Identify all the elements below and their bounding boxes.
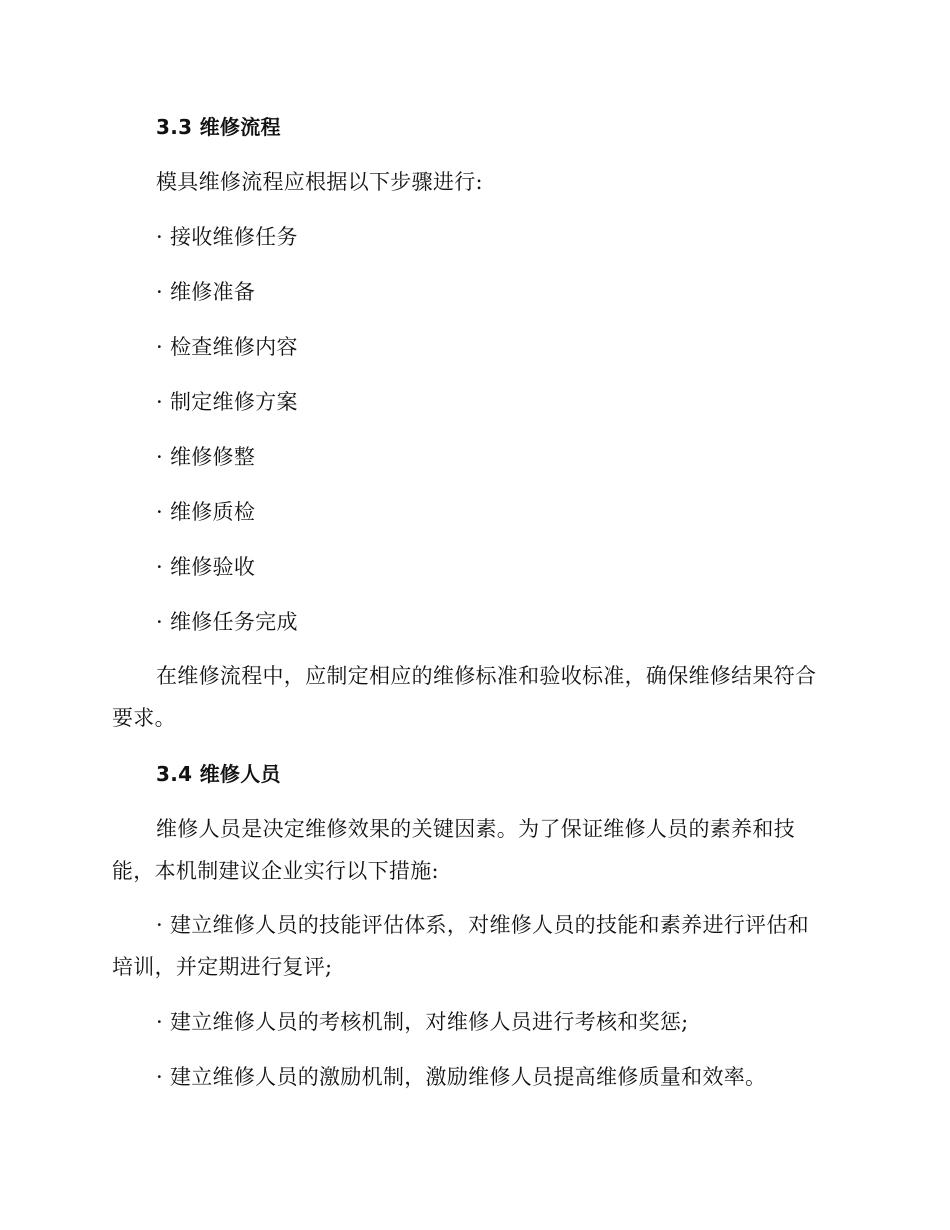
list-item: · 建立维修人员的技能评估体系，对维修人员的技能和素养进行评估和 (156, 913, 809, 937)
paragraph-line: 要求。 (112, 706, 176, 730)
paragraph-line: 维修人员是决定维修效果的关键因素。为了保证维修人员的素养和技 (156, 817, 795, 841)
list-item: · 维修验收 (156, 555, 256, 579)
section-intro: 模具维修流程应根据以下步骤进行: (156, 170, 483, 194)
list-item: · 接收维修任务 (156, 225, 298, 249)
section-heading-3-4: 3.4 维修人员 (156, 762, 281, 786)
section-heading-3-3: 3.3 维修流程 (156, 115, 281, 139)
paragraph-line: 在维修流程中，应制定相应的维修标准和验收标准，确保维修结果符合 (156, 664, 817, 688)
list-item: · 维修质检 (156, 500, 256, 524)
paragraph-line: 能，本机制建议企业实行以下措施: (112, 859, 439, 883)
list-item: · 制定维修方案 (156, 390, 298, 414)
list-item: · 检查维修内容 (156, 335, 298, 359)
list-item: · 维修修整 (156, 445, 256, 469)
list-item: · 维修准备 (156, 280, 256, 304)
list-item: · 建立维修人员的激励机制，激励维修人员提高维修质量和效率。 (156, 1065, 767, 1089)
list-item: · 建立维修人员的考核机制，对维修人员进行考核和奖惩; (156, 1010, 689, 1034)
list-item-continuation: 培训，并定期进行复评; (112, 955, 333, 979)
list-item: · 维修任务完成 (156, 610, 298, 634)
